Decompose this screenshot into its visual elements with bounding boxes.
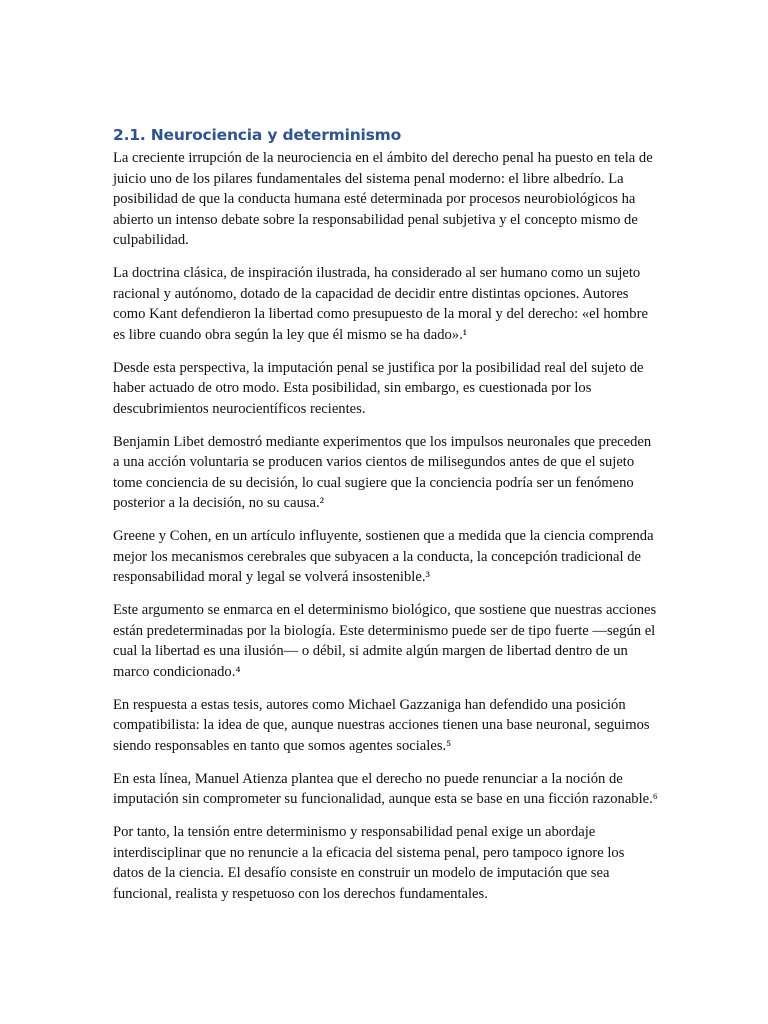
paragraph-6: Este argumento se enmarca en el determinismo biológico, que sostiene que nuestras acciones están predeterminadas por la biología. Este determinismo puede ser de tipo fuerte —según el cual la libertad es una ilusión— o débil, si admite algún margen de libertad dentro de un marco condicionado.⁴ (113, 602, 657, 680)
paragraph-5: Greene y Cohen, en un artículo influyente, sostienen que a medida que la ciencia comprenda mejor los mecanismos cerebrales que subyacen a la conducta, la concepción tradicional de responsabilidad moral y legal se volverá insostenible.³ (113, 528, 654, 585)
paragraph-1: La creciente irrupción de la neurociencia en el ámbito del derecho penal ha puesto en tela de juicio uno de los pilares fundamentales del sistema penal moderno: el libre albedrío. La posibilidad de que la conducta humana esté determinada por procesos neurobiológicos ha abierto un intenso debate sobre la responsabilidad penal subjetiva y el concepto mismo de culpabilidad. (113, 150, 653, 248)
section-heading: 2.1. Neurociencia y determinismo (113, 126, 402, 144)
document-page (113, 124, 658, 917)
paragraph-2: La doctrina clásica, de inspiración ilustrada, ha considerado al ser humano como un sujeto racional y autónomo, dotado de la capacidad de decidir entre distintas opciones. Autores como Kant defendieron la libertad como presupuesto de la moral y del derecho: «el hombre es libre cuando obra según la ley que él mismo se ha dado».¹ (113, 265, 648, 343)
paragraph-4: Benjamin Libet demostró mediante experimentos que los impulsos neuronales que preceden a una acción voluntaria se producen varios cientos de milisegundos antes de que el sujeto tome conciencia de su decisión, lo cual sugiere que la conciencia podría ser un fenómeno posterior a la decisión, no su causa.² (113, 433, 652, 511)
paragraph-9: Por tanto, la tensión entre determinismo y responsabilidad penal exige un abordaje interdisciplinar que no renuncie a la eficacia del sistema penal, pero tampoco ignore los datos de la ciencia. El desafío consiste en construir un modelo de imputación que sea funcional, realista y respetuoso con los derechos fundamentales. (113, 824, 625, 902)
paragraph-3: Desde esta perspectiva, la imputación penal se justifica por la posibilidad real del sujeto de haber actuado de otro modo. Esta posibilidad, sin embargo, es cuestionada por los descubrimientos neurocientíficos recientes. (113, 359, 644, 417)
paragraph-7: En respuesta a estas tesis, autores como Michael Gazzaniga han defendido una posición compatibilista: la idea de que, aunque nuestras acciones tienen una base neuronal, seguimos siendo responsables en tanto que somos agentes sociales.⁵ (113, 696, 650, 754)
paragraph-8: En esta línea, Manuel Atienza plantea que el derecho no puede renunciar a la noción de imputación sin comprometer su funcionalidad, aunque esta se base en una ficción razonable.⁶ (113, 770, 658, 807)
